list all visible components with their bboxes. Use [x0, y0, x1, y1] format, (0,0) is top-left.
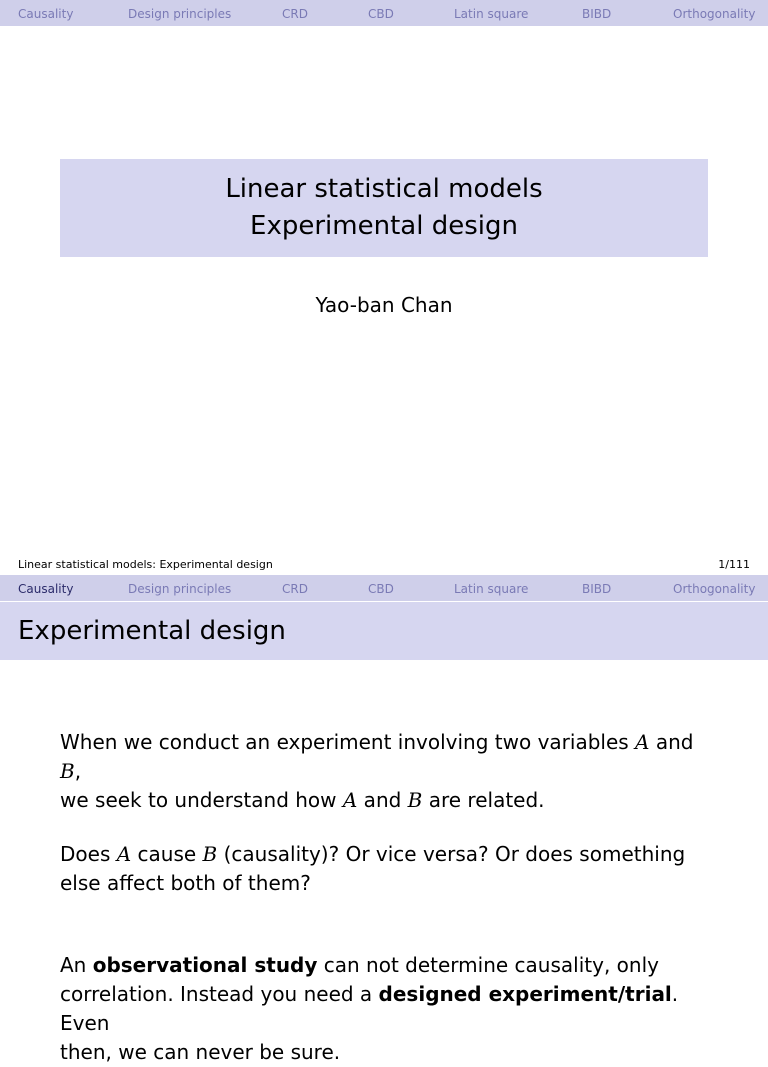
author-name: Yao-ban Chan: [315, 293, 453, 317]
text-span: then, we can never be sure.: [60, 1040, 341, 1064]
nav-item-bibd[interactable]: BIBD: [582, 7, 612, 21]
math-var-a: A: [116, 842, 132, 866]
footer-title: Linear statistical models: Experimental design: [18, 558, 273, 571]
nav-item-design-principles[interactable]: Design principles: [128, 582, 232, 596]
bold-term-designed-experiment: designed experiment/trial: [378, 982, 672, 1006]
slide2-navbar: [0, 575, 768, 601]
text-span: . Even: [60, 982, 679, 1035]
slide1-title-box: [60, 159, 708, 257]
text-span: ,: [74, 759, 82, 783]
math-var-b: B: [407, 788, 423, 812]
slide1-navbar: [0, 0, 768, 26]
nav-item-orthogonality[interactable]: Orthogonality: [673, 7, 756, 21]
math-var-b: B: [60, 759, 75, 783]
bold-term-observational-study: observational study: [92, 953, 318, 977]
title-line-2: Experimental design: [250, 211, 518, 241]
nav-item-bibd[interactable]: BIBD: [582, 582, 612, 596]
paragraph-2: [60, 840, 720, 898]
title-line-1: Linear statistical models: [225, 174, 543, 204]
nav-item-orthogonality[interactable]: Orthogonality: [673, 582, 756, 596]
nav-item-latin-square[interactable]: Latin square: [454, 7, 529, 21]
math-var-b: B: [202, 842, 218, 866]
nav-item-cbd[interactable]: CBD: [368, 582, 394, 596]
nav-item-crd[interactable]: CRD: [282, 7, 308, 21]
text-span: are related.: [422, 788, 545, 812]
frame-title: Experimental design: [18, 616, 286, 646]
nav-item-causality[interactable]: Causality: [18, 7, 74, 21]
nav-item-cbd[interactable]: CBD: [368, 7, 394, 21]
paragraph-3: [60, 951, 720, 1067]
math-var-a: A: [635, 730, 650, 754]
text-span: correlation. Instead you need a: [60, 982, 379, 1006]
text-span: Does: [60, 842, 117, 866]
text-span: we seek to understand how: [60, 788, 343, 812]
nav-item-latin-square[interactable]: Latin square: [454, 582, 529, 596]
slide1-footer: [0, 557, 768, 573]
text-span: can not determine causality, only: [317, 953, 659, 977]
page-number: 1/111: [718, 558, 750, 571]
text-span: and: [357, 788, 408, 812]
text-span: else affect both of them?: [60, 871, 311, 895]
text-span: An: [60, 953, 93, 977]
math-var-a: A: [342, 788, 358, 812]
nav-item-design-principles[interactable]: Design principles: [128, 7, 232, 21]
paragraph-1: [60, 728, 720, 815]
text-span: and: [649, 730, 694, 754]
text-span: cause: [131, 842, 203, 866]
text-span: (causality)? Or vice versa? Or does something: [217, 842, 686, 866]
nav-item-crd[interactable]: CRD: [282, 582, 308, 596]
frame-title-bar: [0, 602, 768, 660]
nav-item-causality[interactable]: Causality: [18, 582, 74, 596]
text-span: When we conduct an experiment involving two variables: [60, 730, 636, 754]
